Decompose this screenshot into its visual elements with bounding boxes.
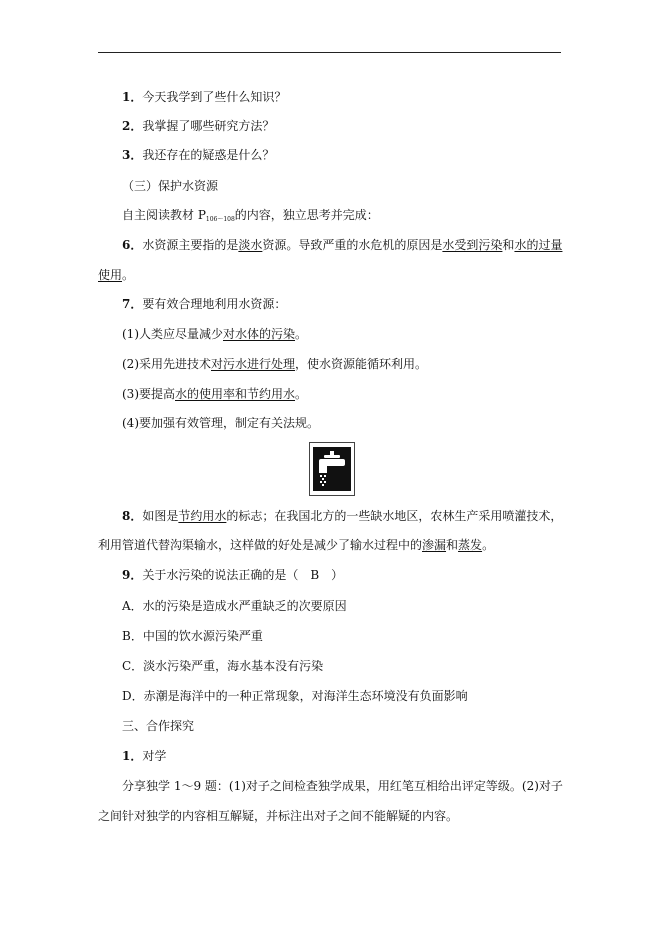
question-6-line2: 使用。 [98, 268, 135, 282]
question-7-stem: 7．要有效合理地利用水资源： [122, 297, 287, 311]
question-7-item1: (1)人类应尽量减少对水体的污染。 [122, 327, 308, 341]
question-7-item4: (4)要加强有效管理，制定有关法规。 [122, 416, 319, 430]
reflection-q2: 2．我掌握了哪些研究方法？ [122, 119, 275, 133]
question-8-line2: 利用管道代替沟渠输水，这样做的好处是减少了输水过程中的渗漏和蒸发。 [98, 538, 495, 552]
pair-study-heading: 1．对学 [122, 749, 167, 763]
header-rule [98, 52, 561, 53]
water-saving-faucet-icon [309, 442, 355, 496]
reading-intro: 自主阅读教材 $P_{106\sim 108}$的内容，独立思考并完成： [122, 208, 379, 223]
pair-study-text-line2: 之间针对独学的内容相互解疑，并标注出对子之间不能解疑的内容。 [98, 809, 459, 823]
section-heading-protect-water: （三）保护水资源 [122, 179, 219, 193]
question-9-option-a: A．水的污染是造成水严重缺乏的次要原因 [122, 599, 347, 613]
pair-study-text-line1: 分享独学 1～9 题：(1)对子之间检查独学成果，用红笔互相给出评定等级。(2)对子 [122, 779, 563, 793]
question-9-option-c: C．淡水污染严重，海水基本没有污染 [122, 659, 324, 673]
question-6-line1: 6．水资源主要指的是淡水资源。导致严重的水危机的原因是水受到污染和水的过量 [122, 238, 563, 252]
reflection-q3: 3．我还存在的疑惑是什么？ [122, 148, 275, 162]
reflection-q1: 1．今天我学到了些什么知识？ [122, 90, 287, 104]
section-heading-cooperative-inquiry: 三、合作探究 [122, 719, 195, 733]
question-7-item2: (2)采用先进技术对污水进行处理，使水资源能循环利用。 [122, 357, 428, 371]
question-8-line1: 8．如图是节约用水的标志；在我国北方的一些缺水地区，农林生产采用喷灌技术， [122, 509, 563, 523]
question-7-item3: (3)要提高水的使用率和节约用水。 [122, 387, 308, 401]
question-9-stem: 9．关于水污染的说法正确的是（ B ） [122, 568, 344, 582]
question-9-option-d: D．赤潮是海洋中的一种正常现象，对海洋生态环境没有负面影响 [122, 689, 468, 703]
question-9-option-b: B．中国的饮水源污染严重 [122, 629, 263, 643]
